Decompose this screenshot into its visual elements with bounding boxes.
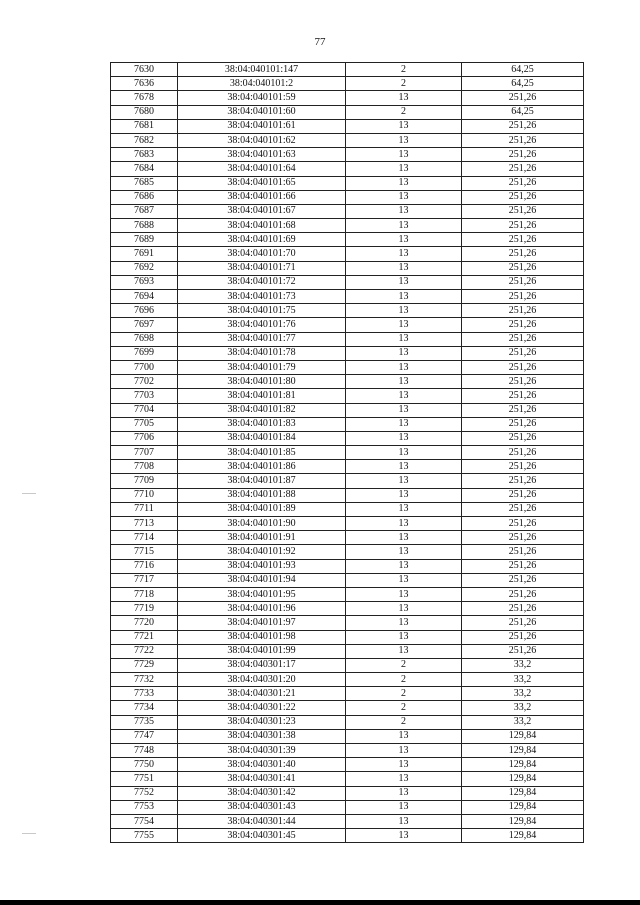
cadastral-number-cell: 38:04:040301:43	[178, 800, 346, 814]
value-cell: 251,26	[462, 176, 584, 190]
record-number-cell: 7747	[111, 729, 178, 743]
category-cell: 13	[346, 290, 462, 304]
category-cell: 13	[346, 190, 462, 204]
table-row	[111, 417, 584, 431]
cadastral-number-cell: 38:04:040301:41	[178, 772, 346, 786]
value-cell: 251,26	[462, 346, 584, 360]
category-cell: 13	[346, 573, 462, 587]
cadastral-number-cell: 38:04:040101:147	[178, 63, 346, 77]
record-number-cell: 7630	[111, 63, 178, 77]
cadastral-number-cell: 38:04:040101:99	[178, 644, 346, 658]
table-row	[111, 77, 584, 91]
record-number-cell: 7689	[111, 233, 178, 247]
cadastral-number-cell: 38:04:040101:90	[178, 517, 346, 531]
table-row	[111, 630, 584, 644]
record-number-cell: 7683	[111, 148, 178, 162]
table-row	[111, 275, 584, 289]
record-number-cell: 7685	[111, 176, 178, 190]
table-row	[111, 573, 584, 587]
category-cell: 13	[346, 119, 462, 133]
cadastral-number-cell: 38:04:040101:94	[178, 573, 346, 587]
record-number-cell: 7696	[111, 304, 178, 318]
value-cell: 64,25	[462, 63, 584, 77]
category-cell: 13	[346, 219, 462, 233]
record-number-cell: 7733	[111, 687, 178, 701]
table-row	[111, 829, 584, 843]
cadastral-number-cell: 38:04:040101:60	[178, 105, 346, 119]
category-cell: 13	[346, 630, 462, 644]
category-cell: 13	[346, 403, 462, 417]
cadastral-number-cell: 38:04:040101:2	[178, 77, 346, 91]
table-row	[111, 162, 584, 176]
category-cell: 13	[346, 786, 462, 800]
cadastral-number-cell: 38:04:040101:79	[178, 360, 346, 374]
table-row	[111, 332, 584, 346]
record-number-cell: 7708	[111, 460, 178, 474]
record-number-cell: 7752	[111, 786, 178, 800]
cadastral-number-cell: 38:04:040101:98	[178, 630, 346, 644]
category-cell: 13	[346, 204, 462, 218]
table-row	[111, 517, 584, 531]
table-row	[111, 800, 584, 814]
record-number-cell: 7678	[111, 91, 178, 105]
category-cell: 13	[346, 814, 462, 828]
table-row	[111, 744, 584, 758]
cadastral-number-cell: 38:04:040301:20	[178, 673, 346, 687]
value-cell: 251,26	[462, 545, 584, 559]
table-row	[111, 261, 584, 275]
record-number-cell: 7720	[111, 616, 178, 630]
value-cell: 251,26	[462, 148, 584, 162]
table-row	[111, 658, 584, 672]
category-cell: 13	[346, 772, 462, 786]
cadastral-number-cell: 38:04:040101:67	[178, 204, 346, 218]
category-cell: 2	[346, 105, 462, 119]
record-number-cell: 7735	[111, 715, 178, 729]
cadastral-table-body	[111, 63, 584, 843]
value-cell: 251,26	[462, 375, 584, 389]
cadastral-number-cell: 38:04:040301:22	[178, 701, 346, 715]
cadastral-number-cell: 38:04:040101:78	[178, 346, 346, 360]
cadastral-number-cell: 38:04:040101:97	[178, 616, 346, 630]
record-number-cell: 7718	[111, 587, 178, 601]
cadastral-number-cell: 38:04:040101:96	[178, 602, 346, 616]
category-cell: 13	[346, 474, 462, 488]
table-row	[111, 616, 584, 630]
category-cell: 13	[346, 261, 462, 275]
category-cell: 2	[346, 658, 462, 672]
cadastral-number-cell: 38:04:040101:81	[178, 389, 346, 403]
category-cell: 13	[346, 531, 462, 545]
table-row	[111, 758, 584, 772]
category-cell: 13	[346, 233, 462, 247]
table-row	[111, 786, 584, 800]
value-cell: 251,26	[462, 247, 584, 261]
record-number-cell: 7709	[111, 474, 178, 488]
cadastral-number-cell: 38:04:040101:69	[178, 233, 346, 247]
value-cell: 129,84	[462, 772, 584, 786]
category-cell: 13	[346, 587, 462, 601]
cadastral-number-cell: 38:04:040101:92	[178, 545, 346, 559]
record-number-cell: 7680	[111, 105, 178, 119]
value-cell: 251,26	[462, 602, 584, 616]
category-cell: 13	[346, 275, 462, 289]
category-cell: 13	[346, 332, 462, 346]
record-number-cell: 7710	[111, 488, 178, 502]
category-cell: 13	[346, 800, 462, 814]
value-cell: 33,2	[462, 687, 584, 701]
category-cell: 13	[346, 559, 462, 573]
table-row	[111, 346, 584, 360]
record-number-cell: 7705	[111, 417, 178, 431]
value-cell: 251,26	[462, 204, 584, 218]
category-cell: 2	[346, 63, 462, 77]
table-row	[111, 360, 584, 374]
table-row	[111, 559, 584, 573]
table-row	[111, 403, 584, 417]
value-cell: 251,26	[462, 474, 584, 488]
value-cell: 251,26	[462, 304, 584, 318]
table-row	[111, 531, 584, 545]
category-cell: 2	[346, 715, 462, 729]
table-row	[111, 460, 584, 474]
cadastral-number-cell: 38:04:040101:89	[178, 502, 346, 516]
record-number-cell: 7702	[111, 375, 178, 389]
category-cell: 2	[346, 673, 462, 687]
record-number-cell: 7717	[111, 573, 178, 587]
value-cell: 33,2	[462, 701, 584, 715]
table-row	[111, 715, 584, 729]
cadastral-number-cell: 38:04:040101:86	[178, 460, 346, 474]
cadastral-number-cell: 38:04:040101:93	[178, 559, 346, 573]
record-number-cell: 7694	[111, 290, 178, 304]
value-cell: 251,26	[462, 488, 584, 502]
value-cell: 64,25	[462, 105, 584, 119]
cadastral-number-cell: 38:04:040101:85	[178, 446, 346, 460]
cadastral-number-cell: 38:04:040301:40	[178, 758, 346, 772]
record-number-cell: 7719	[111, 602, 178, 616]
cadastral-number-cell: 38:04:040101:65	[178, 176, 346, 190]
category-cell: 13	[346, 517, 462, 531]
value-cell: 251,26	[462, 190, 584, 204]
value-cell: 129,84	[462, 758, 584, 772]
value-cell: 251,26	[462, 219, 584, 233]
page-bottom-edge	[0, 900, 640, 905]
table-row	[111, 247, 584, 261]
value-cell: 129,84	[462, 814, 584, 828]
record-number-cell: 7716	[111, 559, 178, 573]
table-row	[111, 488, 584, 502]
record-number-cell: 7688	[111, 219, 178, 233]
table-row	[111, 772, 584, 786]
record-number-cell: 7686	[111, 190, 178, 204]
margin-mark	[22, 833, 36, 834]
table-row	[111, 290, 584, 304]
record-number-cell: 7751	[111, 772, 178, 786]
table-row	[111, 204, 584, 218]
category-cell: 13	[346, 829, 462, 843]
record-number-cell: 7698	[111, 332, 178, 346]
value-cell: 251,26	[462, 403, 584, 417]
value-cell: 251,26	[462, 417, 584, 431]
table-row	[111, 687, 584, 701]
table-row	[111, 673, 584, 687]
category-cell: 13	[346, 247, 462, 261]
value-cell: 64,25	[462, 77, 584, 91]
category-cell: 13	[346, 502, 462, 516]
cadastral-number-cell: 38:04:040101:73	[178, 290, 346, 304]
cadastral-number-cell: 38:04:040301:44	[178, 814, 346, 828]
category-cell: 13	[346, 602, 462, 616]
category-cell: 13	[346, 318, 462, 332]
table-row	[111, 431, 584, 445]
table-row	[111, 318, 584, 332]
cadastral-number-cell: 38:04:040101:63	[178, 148, 346, 162]
record-number-cell: 7711	[111, 502, 178, 516]
category-cell: 13	[346, 360, 462, 374]
cadastral-number-cell: 38:04:040101:62	[178, 133, 346, 147]
table-row	[111, 375, 584, 389]
record-number-cell: 7682	[111, 133, 178, 147]
value-cell: 251,26	[462, 616, 584, 630]
category-cell: 2	[346, 77, 462, 91]
cadastral-number-cell: 38:04:040101:64	[178, 162, 346, 176]
value-cell: 129,84	[462, 729, 584, 743]
value-cell: 251,26	[462, 587, 584, 601]
category-cell: 13	[346, 417, 462, 431]
value-cell: 129,84	[462, 744, 584, 758]
table-row	[111, 446, 584, 460]
category-cell: 13	[346, 133, 462, 147]
value-cell: 33,2	[462, 658, 584, 672]
cadastral-number-cell: 38:04:040301:17	[178, 658, 346, 672]
cadastral-number-cell: 38:04:040101:91	[178, 531, 346, 545]
cadastral-number-cell: 38:04:040101:95	[178, 587, 346, 601]
category-cell: 13	[346, 304, 462, 318]
category-cell: 13	[346, 389, 462, 403]
record-number-cell: 7697	[111, 318, 178, 332]
cadastral-number-cell: 38:04:040301:45	[178, 829, 346, 843]
table-row	[111, 545, 584, 559]
table-row	[111, 474, 584, 488]
value-cell: 251,26	[462, 573, 584, 587]
cadastral-number-cell: 38:04:040101:87	[178, 474, 346, 488]
record-number-cell: 7734	[111, 701, 178, 715]
value-cell: 251,26	[462, 517, 584, 531]
value-cell: 251,26	[462, 502, 584, 516]
category-cell: 13	[346, 375, 462, 389]
record-number-cell: 7750	[111, 758, 178, 772]
category-cell: 13	[346, 91, 462, 105]
table-row	[111, 219, 584, 233]
table-row	[111, 148, 584, 162]
cadastral-number-cell: 38:04:040301:39	[178, 744, 346, 758]
value-cell: 251,26	[462, 233, 584, 247]
record-number-cell: 7699	[111, 346, 178, 360]
table-row	[111, 389, 584, 403]
record-number-cell: 7687	[111, 204, 178, 218]
value-cell: 251,26	[462, 559, 584, 573]
record-number-cell: 7714	[111, 531, 178, 545]
table-row	[111, 644, 584, 658]
table-row	[111, 190, 584, 204]
cadastral-number-cell: 38:04:040301:38	[178, 729, 346, 743]
value-cell: 251,26	[462, 531, 584, 545]
cadastral-number-cell: 38:04:040301:42	[178, 786, 346, 800]
value-cell: 251,26	[462, 446, 584, 460]
record-number-cell: 7729	[111, 658, 178, 672]
record-number-cell: 7636	[111, 77, 178, 91]
table-row	[111, 701, 584, 715]
table-row	[111, 133, 584, 147]
category-cell: 2	[346, 701, 462, 715]
category-cell: 13	[346, 644, 462, 658]
value-cell: 33,2	[462, 673, 584, 687]
record-number-cell: 7681	[111, 119, 178, 133]
record-number-cell: 7692	[111, 261, 178, 275]
cadastral-number-cell: 38:04:040101:75	[178, 304, 346, 318]
table-row	[111, 91, 584, 105]
cadastral-number-cell: 38:04:040101:88	[178, 488, 346, 502]
cadastral-number-cell: 38:04:040101:83	[178, 417, 346, 431]
cadastral-number-cell: 38:04:040301:23	[178, 715, 346, 729]
cadastral-number-cell: 38:04:040101:72	[178, 275, 346, 289]
cadastral-number-cell: 38:04:040101:61	[178, 119, 346, 133]
value-cell: 129,84	[462, 829, 584, 843]
record-number-cell: 7713	[111, 517, 178, 531]
value-cell: 251,26	[462, 133, 584, 147]
cadastral-table	[110, 62, 584, 843]
value-cell: 251,26	[462, 630, 584, 644]
table-row	[111, 587, 584, 601]
record-number-cell: 7721	[111, 630, 178, 644]
table-row	[111, 814, 584, 828]
value-cell: 129,84	[462, 800, 584, 814]
value-cell: 251,26	[462, 162, 584, 176]
cadastral-number-cell: 38:04:040101:66	[178, 190, 346, 204]
category-cell: 13	[346, 148, 462, 162]
page-number: 77	[314, 36, 326, 48]
value-cell: 251,26	[462, 290, 584, 304]
cadastral-number-cell: 38:04:040101:77	[178, 332, 346, 346]
cadastral-number-cell: 38:04:040101:68	[178, 219, 346, 233]
record-number-cell: 7753	[111, 800, 178, 814]
record-number-cell: 7704	[111, 403, 178, 417]
cadastral-number-cell: 38:04:040101:84	[178, 431, 346, 445]
record-number-cell: 7703	[111, 389, 178, 403]
record-number-cell: 7755	[111, 829, 178, 843]
category-cell: 13	[346, 729, 462, 743]
table-row	[111, 304, 584, 318]
value-cell: 251,26	[462, 389, 584, 403]
table-row	[111, 729, 584, 743]
record-number-cell: 7684	[111, 162, 178, 176]
category-cell: 13	[346, 744, 462, 758]
cadastral-number-cell: 38:04:040301:21	[178, 687, 346, 701]
table-row	[111, 63, 584, 77]
category-cell: 13	[346, 758, 462, 772]
table-row	[111, 502, 584, 516]
value-cell: 251,26	[462, 119, 584, 133]
value-cell: 251,26	[462, 460, 584, 474]
record-number-cell: 7706	[111, 431, 178, 445]
value-cell: 251,26	[462, 275, 584, 289]
category-cell: 2	[346, 687, 462, 701]
category-cell: 13	[346, 460, 462, 474]
value-cell: 251,26	[462, 332, 584, 346]
value-cell: 129,84	[462, 786, 584, 800]
category-cell: 13	[346, 162, 462, 176]
table-row	[111, 233, 584, 247]
category-cell: 13	[346, 545, 462, 559]
record-number-cell: 7700	[111, 360, 178, 374]
record-number-cell: 7754	[111, 814, 178, 828]
cadastral-number-cell: 38:04:040101:76	[178, 318, 346, 332]
value-cell: 251,26	[462, 261, 584, 275]
table-row	[111, 119, 584, 133]
record-number-cell: 7707	[111, 446, 178, 460]
cadastral-number-cell: 38:04:040101:80	[178, 375, 346, 389]
record-number-cell: 7715	[111, 545, 178, 559]
margin-mark	[22, 493, 36, 494]
category-cell: 13	[346, 616, 462, 630]
category-cell: 13	[346, 431, 462, 445]
cadastral-number-cell: 38:04:040101:71	[178, 261, 346, 275]
cadastral-number-cell: 38:04:040101:82	[178, 403, 346, 417]
category-cell: 13	[346, 346, 462, 360]
record-number-cell: 7748	[111, 744, 178, 758]
table-row	[111, 176, 584, 190]
value-cell: 251,26	[462, 644, 584, 658]
record-number-cell: 7732	[111, 673, 178, 687]
record-number-cell: 7691	[111, 247, 178, 261]
table-row	[111, 105, 584, 119]
value-cell: 251,26	[462, 431, 584, 445]
value-cell: 33,2	[462, 715, 584, 729]
table-row	[111, 602, 584, 616]
cadastral-number-cell: 38:04:040101:70	[178, 247, 346, 261]
record-number-cell: 7722	[111, 644, 178, 658]
category-cell: 13	[346, 488, 462, 502]
value-cell: 251,26	[462, 360, 584, 374]
category-cell: 13	[346, 176, 462, 190]
category-cell: 13	[346, 446, 462, 460]
cadastral-number-cell: 38:04:040101:59	[178, 91, 346, 105]
record-number-cell: 7693	[111, 275, 178, 289]
value-cell: 251,26	[462, 91, 584, 105]
value-cell: 251,26	[462, 318, 584, 332]
